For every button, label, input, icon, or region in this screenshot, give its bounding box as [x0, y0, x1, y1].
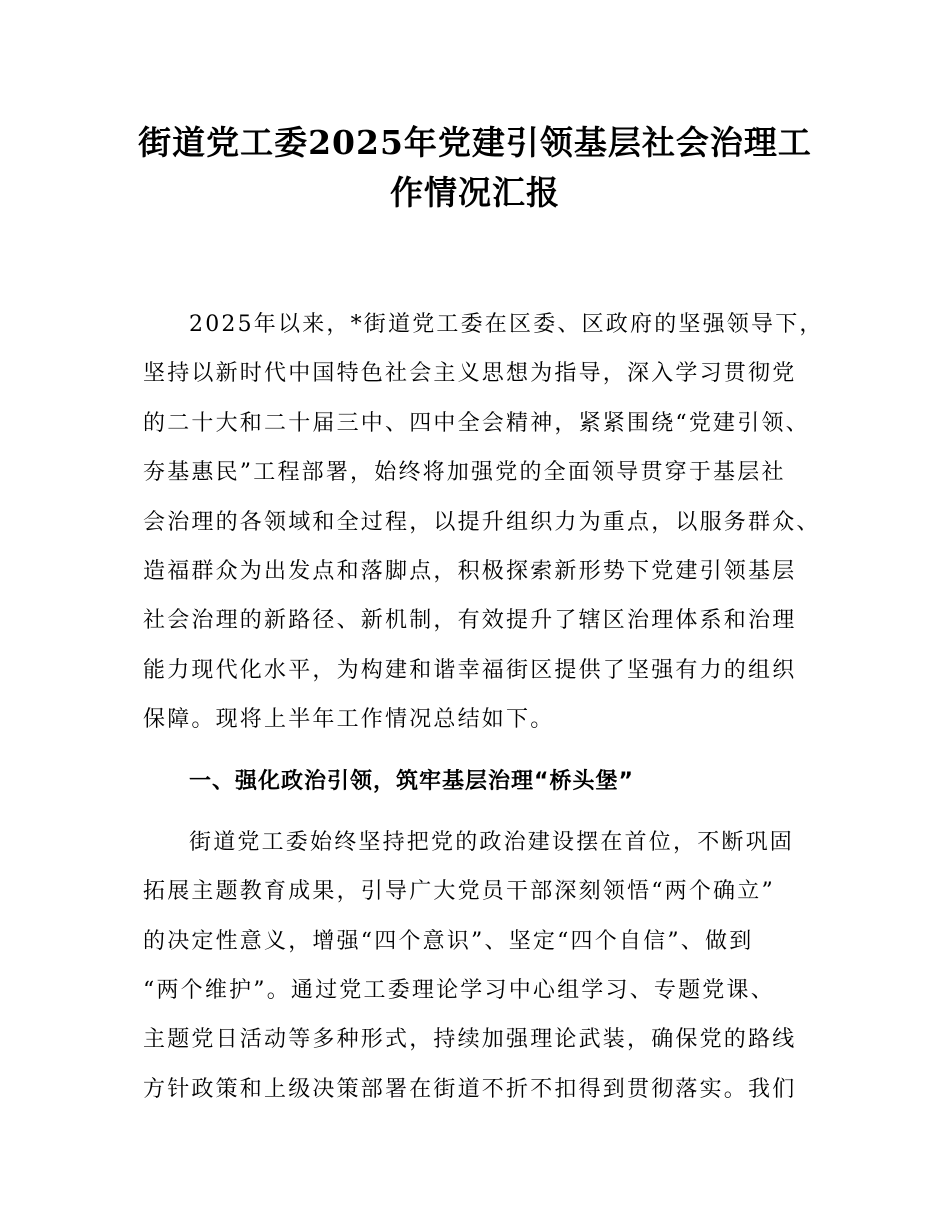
paragraph-intro: [143, 300, 828, 745]
paragraph-line: 夯基惠民”工程部署，始终将加强党的全面领导贯穿于基层社: [143, 460, 786, 486]
paragraph-line: 街道党工委始终坚持把党的政治建设摆在首位，不断巩固: [189, 829, 795, 855]
paragraph-section-1: [143, 818, 828, 1114]
paragraph-line: 会治理的各领域和全过程，以提升组织力为重点，以服务群众、: [143, 509, 821, 535]
paragraph-line: 的二十大和二十届三中、四中全会精神，紧紧围绕“党建引领、: [143, 410, 810, 436]
paragraph-line: 造福群众为出发点和落脚点，积极探索新形势下党建引领基层: [143, 558, 797, 584]
paragraph-line: 社会治理的新路径、新机制，有效提升了辖区治理体系和治理: [143, 608, 797, 634]
title-line: 作情况汇报: [390, 173, 560, 212]
paragraph-line: 保障。现将上半年工作情况总结如下。: [143, 707, 555, 733]
title-line: 街道党工委2025年党建引领基层社会治理工: [138, 123, 812, 162]
spacer: [143, 745, 828, 757]
paragraph-line: 的决定性意义，增强“四个意识”、坚定“四个自信”、做到: [143, 928, 754, 954]
paragraph-line: 能力现代化水平，为构建和谐幸福街区提供了坚强有力的组织: [143, 657, 797, 683]
section-heading: 一、强化政治引领，筑牢基层治理“桥头堡”: [189, 768, 634, 794]
paragraph-line: 坚持以新时代中国特色社会主义思想为指导，深入学习贯彻党: [143, 361, 797, 387]
paragraph-line: “两个维护”。通过党工委理论学习中心组学习、专题党课、: [143, 978, 775, 1004]
spacer: [143, 806, 828, 818]
paragraph-line: 主题党日活动等多种形式，持续加强理论武装，确保党的路线: [143, 1027, 797, 1053]
document-body: [143, 300, 828, 1114]
paragraph-line: 拓展主题教育成果，引导广大党员干部深刻领悟“两个确立”: [143, 879, 775, 905]
document-title: [120, 118, 830, 218]
paragraph-line: 2025年以来，*街道党工委在区委、区政府的坚强领导下，: [189, 312, 824, 337]
paragraph-line: 方针政策和上级决策部署在街道不折不扣得到贯彻落实。我们: [143, 1076, 797, 1102]
